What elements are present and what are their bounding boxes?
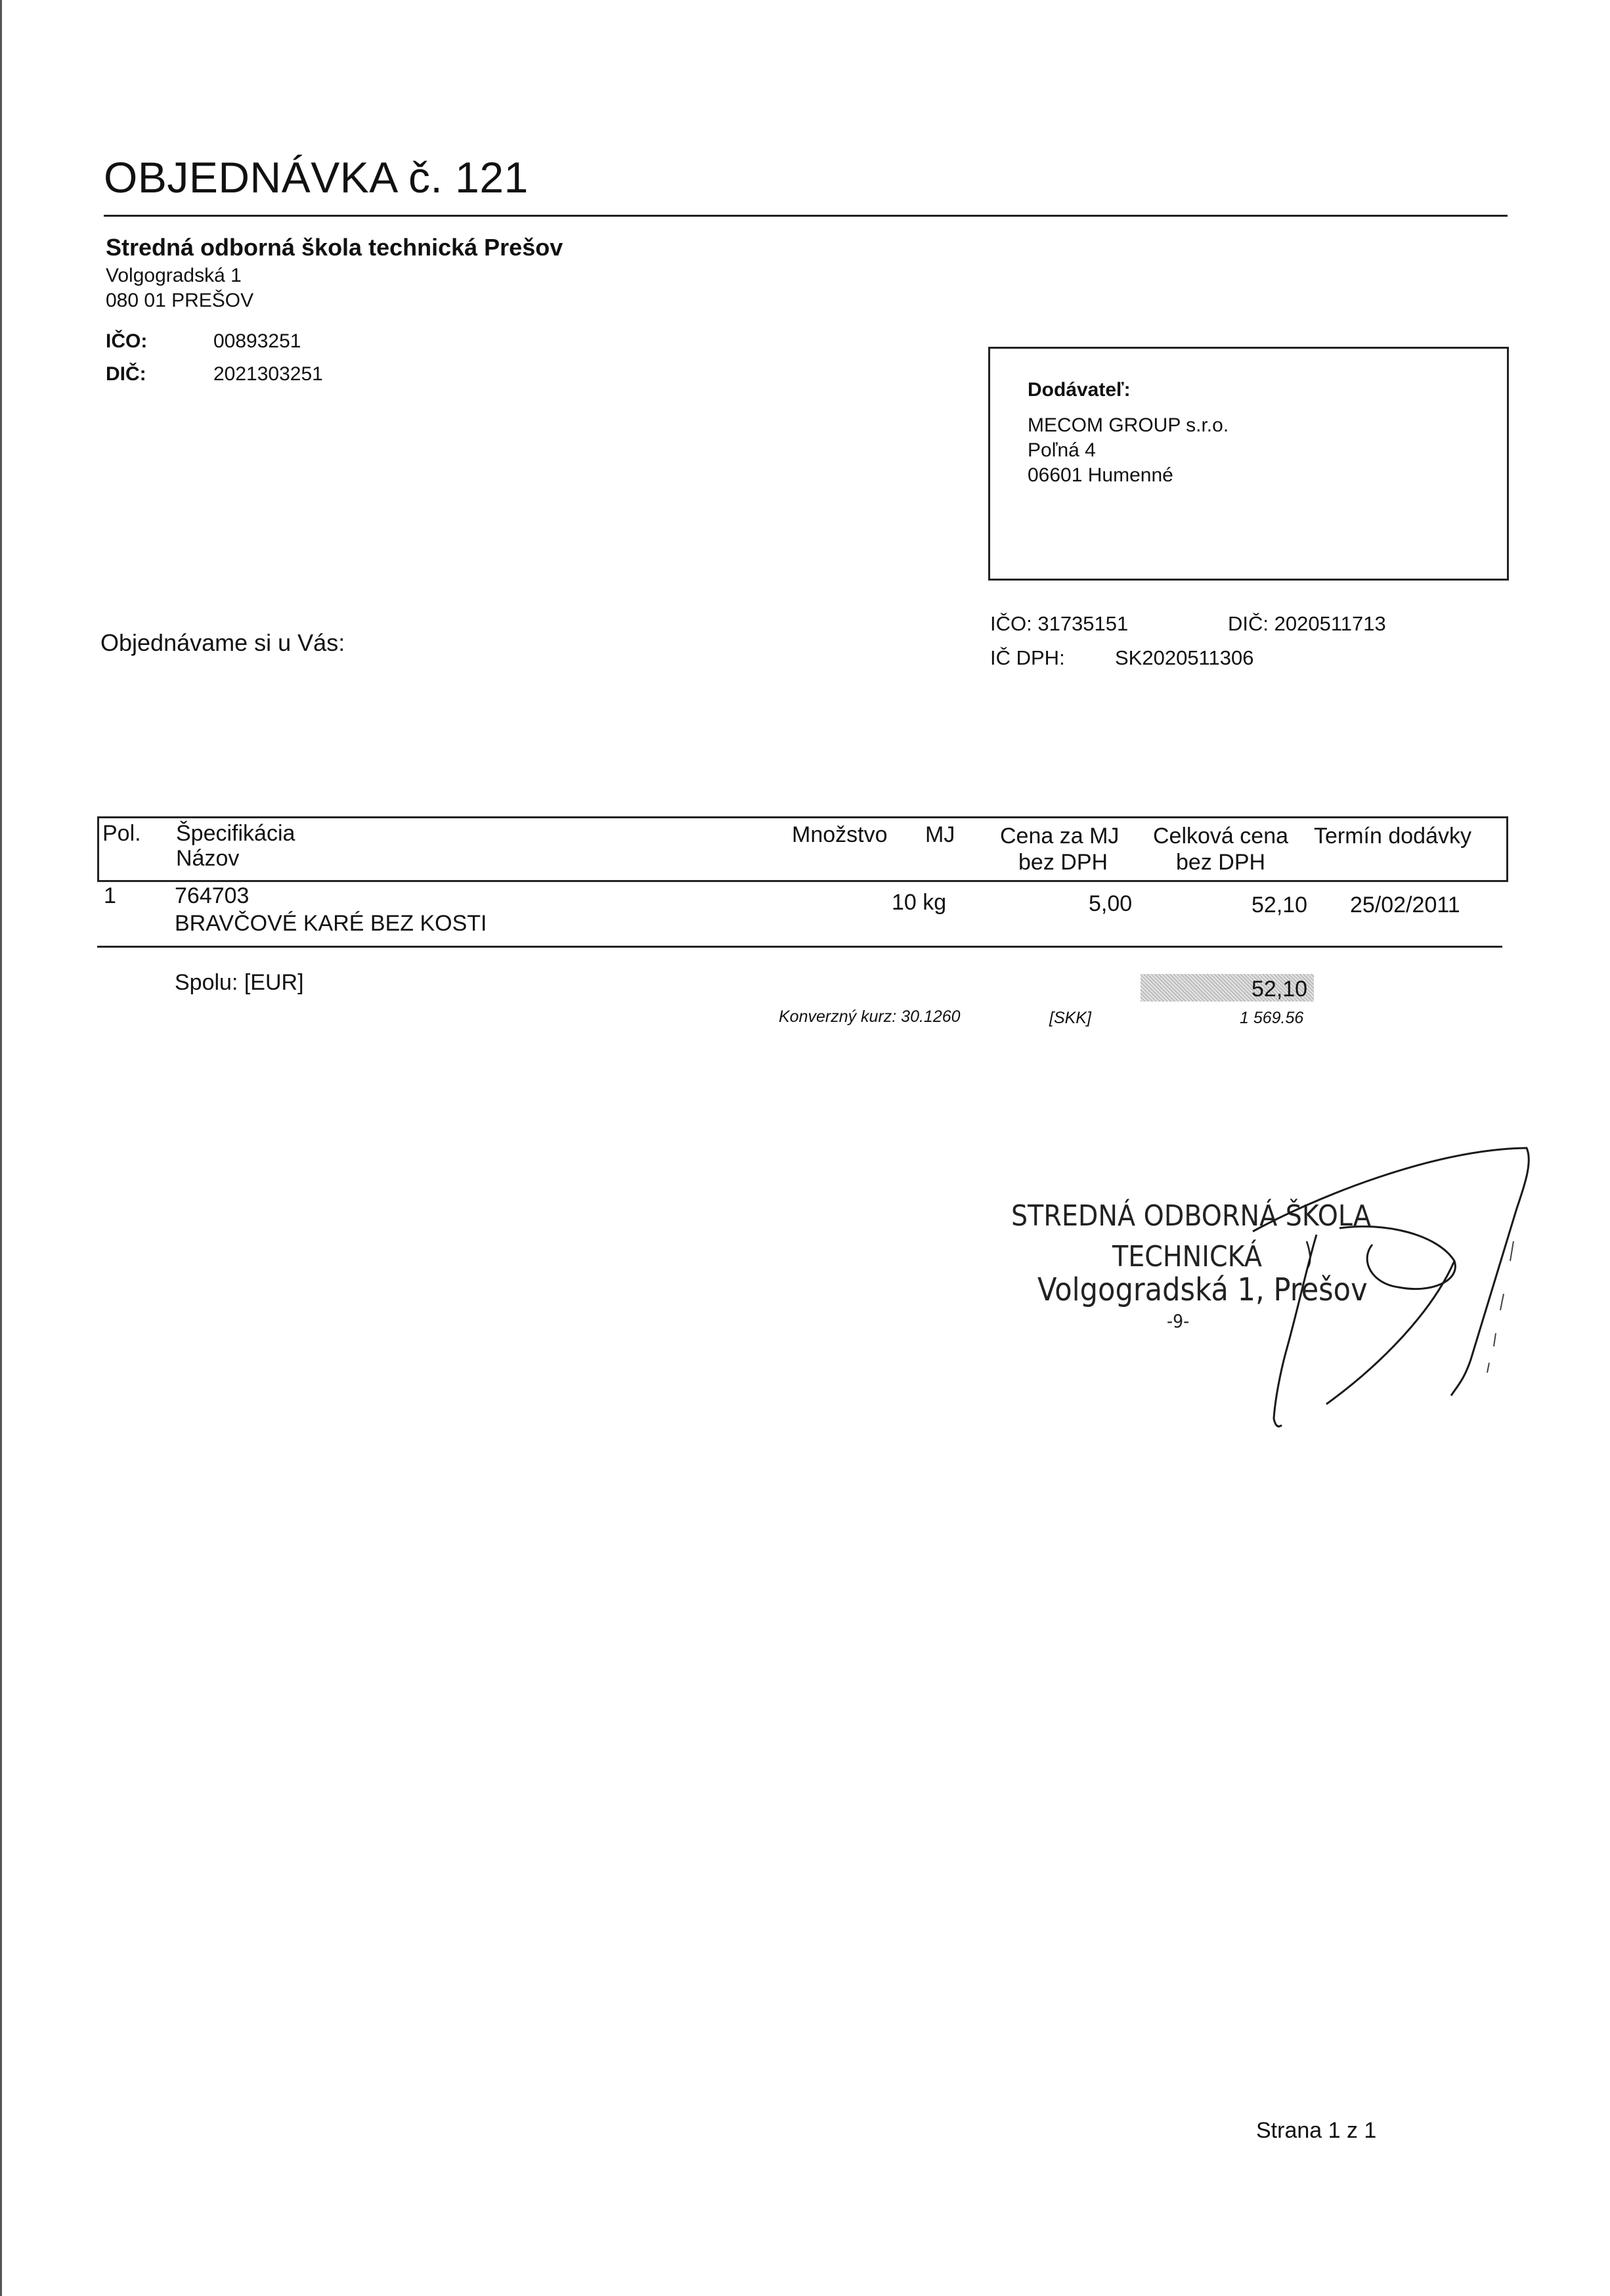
header-pol: Pol.	[102, 821, 141, 846]
stamp-line3: Volgogradská 1, Prešov	[1037, 1271, 1368, 1308]
header-mnozstvo: Množstvo	[792, 822, 888, 847]
row-delivery: 25/02/2011	[1350, 893, 1460, 917]
buyer-city: 080 01 PREŠOV	[106, 290, 254, 311]
header-termin: Termín dodávky	[1314, 824, 1471, 849]
supplier-icdph: SK2020511306	[1115, 646, 1254, 669]
table-row	[97, 883, 1504, 942]
page-number: Strana 1 z 1	[1256, 2118, 1377, 2143]
header-mj: MJ	[925, 822, 955, 847]
supplier-street: Poľná 4	[1028, 439, 1096, 461]
conversion-rate: Konverzný kurz: 30.1260	[779, 1007, 961, 1026]
order-intro: Objednávame si u Vás:	[100, 629, 345, 656]
title-rule	[104, 215, 1508, 217]
supplier-city: 06601 Humenné	[1028, 464, 1173, 486]
stamp-line1: STREDNÁ ODBORNÁ ŠKOLA	[1011, 1199, 1371, 1233]
table-bottom-rule	[97, 946, 1502, 948]
skk-label: [SKK]	[1049, 1009, 1091, 1027]
header-spec: Špecifikácia	[176, 821, 295, 846]
row-pol: 1	[104, 883, 116, 908]
table-header	[97, 816, 1508, 882]
header-nazov: Názov	[176, 846, 240, 871]
stamp-line2: TECHNICKÁ	[1112, 1240, 1262, 1273]
buyer-ico: 00893251	[213, 330, 301, 352]
signature-drawing	[1234, 1136, 1536, 1438]
supplier-name: MECOM GROUP s.r.o.	[1028, 414, 1229, 436]
document-title: OBJEDNÁVKA č. 121	[104, 153, 529, 202]
header-celkova: Celková cena	[1153, 824, 1289, 849]
buyer-dic: 2021303251	[213, 363, 323, 385]
row-total: 52,10	[1251, 893, 1308, 917]
buyer-street: Volgogradská 1	[106, 265, 242, 286]
supplier-icdph-label: IČ DPH:	[990, 646, 1065, 669]
supplier-ico: IČO: 31735151	[990, 612, 1129, 635]
summary-label: Spolu: [EUR]	[175, 970, 304, 995]
buyer-dic-label: DIČ:	[106, 363, 146, 385]
supplier-heading: Dodávateľ:	[1028, 379, 1131, 401]
scan-edge	[0, 0, 2, 2296]
buyer-ico-label: IČO:	[106, 330, 148, 352]
row-unit-price: 5,00	[1089, 891, 1133, 916]
skk-total: 1 569.56	[1240, 1009, 1304, 1027]
buyer-name: Stredná odborná škola technická Prešov	[106, 234, 563, 261]
header-celkova-bezdph: bez DPH	[1176, 850, 1266, 875]
supplier-box	[988, 347, 1509, 581]
header-cena-bezdph: bez DPH	[1018, 850, 1108, 875]
row-code: 764703	[175, 883, 250, 908]
summary-total: 52,10	[1251, 977, 1308, 1002]
stamp-line4: -9-	[1167, 1310, 1190, 1332]
row-qty: 10 kg	[892, 890, 947, 915]
header-cena: Cena za MJ	[1000, 824, 1120, 849]
row-name: BRAVČOVÉ KARÉ BEZ KOSTI	[175, 911, 487, 936]
supplier-dic: DIČ: 2020511713	[1228, 612, 1386, 635]
